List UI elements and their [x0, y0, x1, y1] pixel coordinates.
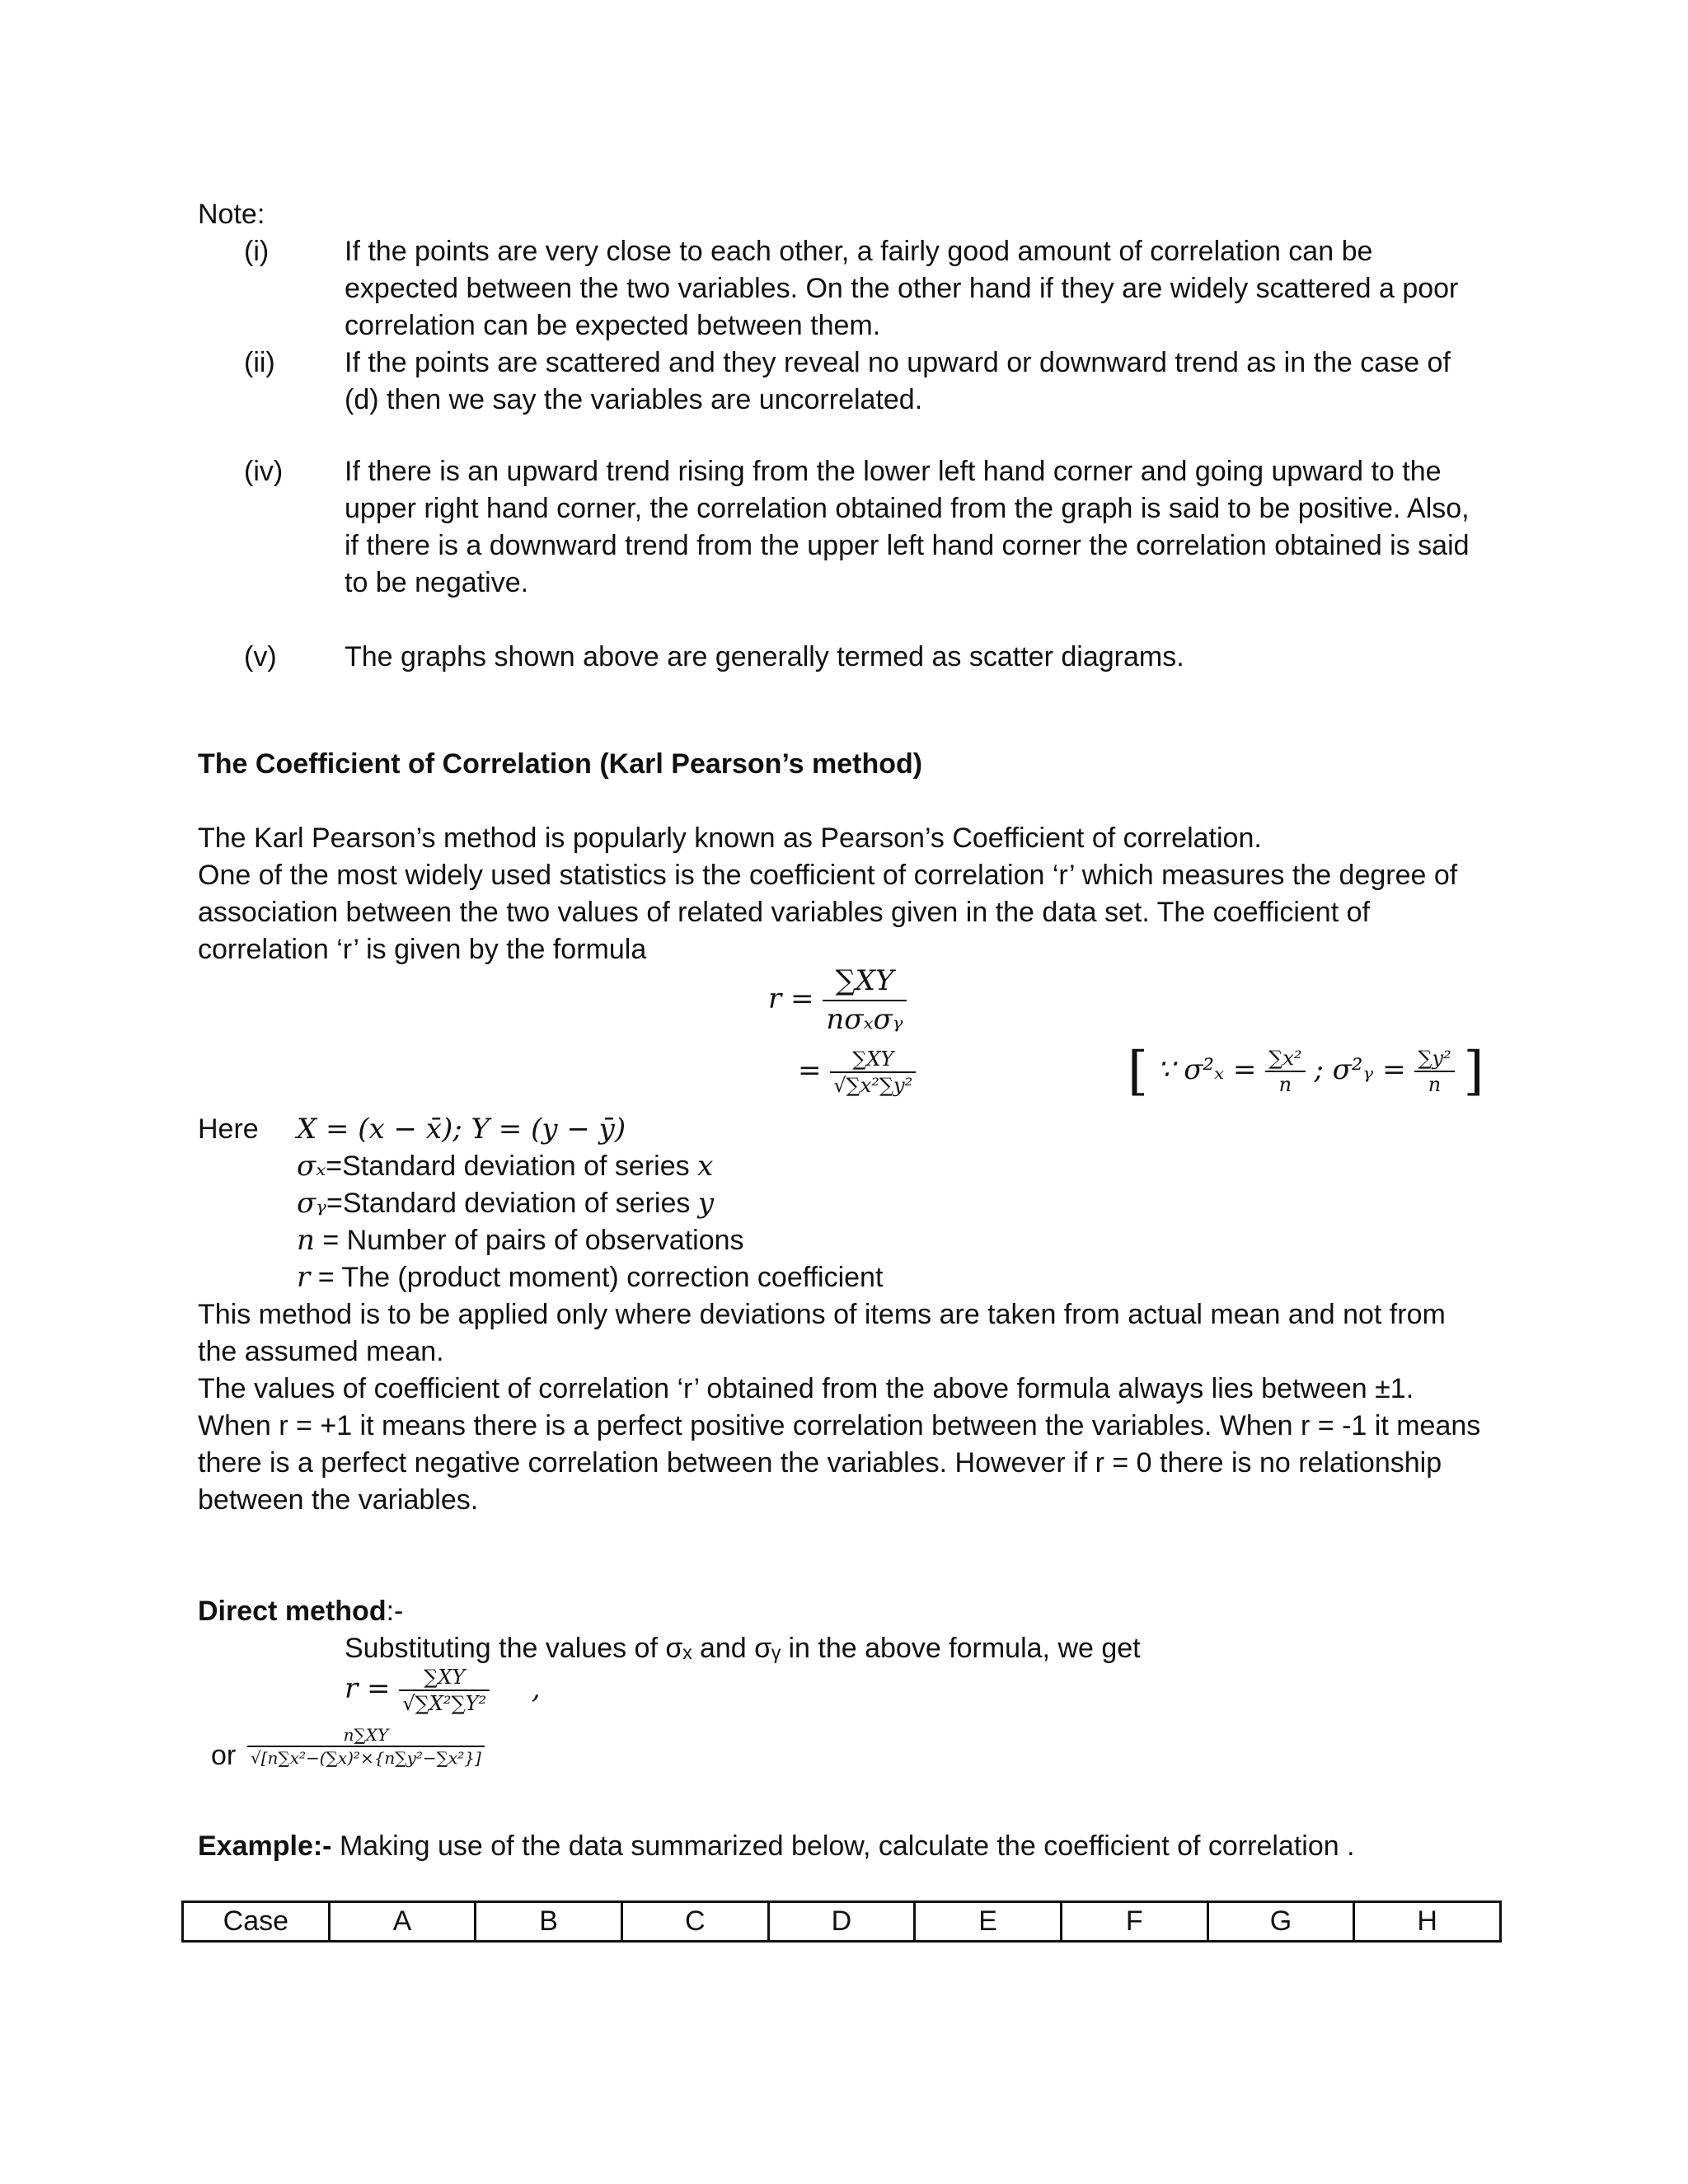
formula-r-expanded: [798, 1047, 916, 1098]
bracket-open: [: [1128, 1041, 1148, 1102]
note-body: [345, 453, 1498, 602]
formula-numerator: ∑XY: [399, 1665, 490, 1691]
direct-formula: [345, 1665, 541, 1716]
formula-denominator: √∑X²∑Y²: [402, 1692, 487, 1715]
direct-formula-comma: ,: [531, 1672, 541, 1705]
formula-denominator: nσₓσᵧ: [826, 1003, 903, 1036]
body-line: This method is to be applied only where deviations of items are taken from actual mean and not from: [198, 1299, 1446, 1330]
body-line: When r = +1 it means there is a perfect positive correlation between the variables. When r = -1 it means: [198, 1410, 1481, 1441]
definition-r: [297, 1259, 883, 1296]
direct-method-title: Direct method: [198, 1596, 387, 1627]
intro-line: association between the two values of related variables given in the data set. The coefficient of: [198, 897, 1370, 928]
table-header-cell: Case: [183, 1902, 330, 1942]
bracket-close: ]: [1463, 1041, 1484, 1102]
intro-paragraph: [198, 820, 1457, 968]
direct-formula-r-eq: r =: [345, 1672, 391, 1705]
formula-numerator: ∑y²: [1414, 1046, 1454, 1072]
note-number: (ii): [244, 347, 275, 378]
note-line: If there is an upward trend rising from the lower left hand corner and going upward to the: [345, 456, 1442, 487]
variance-x-fraction: [1265, 1046, 1305, 1097]
formula-numerator: ∑XY: [823, 963, 906, 1001]
variance-y-label: ; σ²ᵧ =: [1314, 1053, 1406, 1086]
table-header-cell: C: [621, 1902, 768, 1942]
note-line: to be negative.: [345, 567, 529, 598]
definition-variable: x: [697, 1150, 714, 1183]
table-row: [183, 1902, 1501, 1942]
definition-symbol: n: [297, 1224, 315, 1257]
definition-n: [297, 1222, 744, 1259]
variance-x-label: ∵ σ²ₓ =: [1156, 1053, 1257, 1086]
body-line: The values of coefficient of correlation ‘r’ obtained from the above formula always lies between ±1.: [198, 1373, 1414, 1404]
data-table: [181, 1900, 1502, 1943]
note-heading: Note:: [198, 199, 265, 230]
note-line: (d) then we say the variables are uncorrelated.: [345, 384, 923, 415]
note-line: The graphs shown above are generally termed as scatter diagrams.: [345, 641, 1184, 673]
note-line: upper right hand corner, the correlation obtained from the graph is said to be positive. Also,: [345, 493, 1470, 524]
note-number: (iv): [244, 456, 284, 487]
table-header-cell: F: [1061, 1902, 1207, 1942]
example-label: Example:-: [198, 1830, 332, 1862]
table-header-cell: B: [476, 1902, 622, 1942]
table-header-cell: A: [329, 1902, 476, 1942]
note-line: correlation can be expected between them.: [345, 310, 881, 341]
body-line: between the variables.: [198, 1484, 479, 1516]
formula-numerator: n∑XY: [247, 1724, 485, 1747]
or-label: or: [211, 1740, 237, 1771]
definition-sigma-x: [297, 1148, 713, 1185]
definition-symbol: σₓ: [297, 1150, 326, 1183]
here-label: Here: [198, 1113, 259, 1145]
note-body: [345, 233, 1498, 344]
note-body: [345, 344, 1498, 419]
note-body: [345, 639, 1498, 676]
note-number: (i): [244, 236, 270, 267]
definition-sigma-y: [297, 1185, 714, 1222]
formula-denominator: n: [1428, 1073, 1442, 1096]
definition-variable: y: [697, 1187, 715, 1220]
formula-numerator: ∑XY: [830, 1047, 916, 1073]
definition-text: = The (product moment) correction coefficient: [310, 1262, 884, 1293]
here-deviation-definition: X = (x − x̄); Y = (y − ȳ): [297, 1113, 626, 1146]
table-header-cell: E: [915, 1902, 1062, 1942]
table-header-cell: H: [1354, 1902, 1501, 1942]
direct-method-suffix: :-: [386, 1596, 404, 1627]
table-header-cell: D: [768, 1902, 915, 1942]
method-paragraph: [198, 1296, 1480, 1519]
formula-r-eq: r =: [768, 982, 814, 1015]
definition-symbol: r: [297, 1261, 311, 1294]
example-text: Making use of the data summarized below, calculate the coefficient of correlation .: [331, 1830, 1355, 1862]
direct-formula-alt-fraction: [247, 1724, 485, 1769]
definition-text: =Standard deviation of series: [326, 1188, 698, 1219]
direct-method-heading: [198, 1593, 403, 1630]
note-line: If the points are very close to each other, a fairly good amount of correlation can be: [345, 236, 1373, 267]
formula-fraction-1: [823, 963, 906, 1038]
definition-text: =Standard deviation of series: [326, 1151, 698, 1182]
body-line: there is a perfect negative correlation between the variables. However if r = 0 there is no relationship: [198, 1447, 1442, 1479]
section-title: The Coefficient of Correlation (Karl Pearson’s method): [198, 748, 923, 780]
variance-y-fraction: [1414, 1046, 1454, 1097]
formula-numerator: ∑x²: [1265, 1046, 1305, 1072]
intro-line: correlation ‘r’ is given by the formula: [198, 934, 647, 965]
direct-formula-fraction: [399, 1665, 490, 1716]
body-line: the assumed mean.: [198, 1336, 444, 1367]
table-header-cell: G: [1207, 1902, 1354, 1942]
variance-note: [1128, 1041, 1484, 1102]
note-line: If the points are scattered and they reveal no upward or downward trend as in the case of: [345, 347, 1451, 378]
intro-line: One of the most widely used statistics is the coefficient of correlation ‘r’ which measures the degree of: [198, 860, 1458, 891]
definition-symbol: σᵧ: [297, 1187, 327, 1220]
note-line: if there is a downward trend from the upper left hand corner the correlation obtained is said: [345, 530, 1470, 561]
formula-fraction-2: [830, 1047, 916, 1098]
intro-line: The Karl Pearson’s method is popularly known as Pearson’s Coefficient of correlation.: [198, 823, 1262, 854]
formula-denominator: n: [1278, 1073, 1292, 1096]
direct-formula-alt: [247, 1724, 485, 1769]
note-number: (v): [244, 641, 277, 673]
formula-eq: =: [798, 1054, 822, 1087]
example-line: [198, 1828, 1355, 1865]
formula-r: [768, 963, 907, 1038]
note-line: expected between the two variables. On the other hand if they are widely scattered a poor: [345, 273, 1459, 304]
formula-denominator: √[n∑x²−(∑x)²×{n∑y²−∑x²}]: [251, 1748, 481, 1768]
definition-text: = Number of pairs of observations: [314, 1225, 744, 1256]
formula-denominator: √∑x²∑y²: [833, 1074, 913, 1097]
direct-method-line: Substituting the values of σₓ and σᵧ in the above formula, we get: [345, 1633, 1141, 1664]
